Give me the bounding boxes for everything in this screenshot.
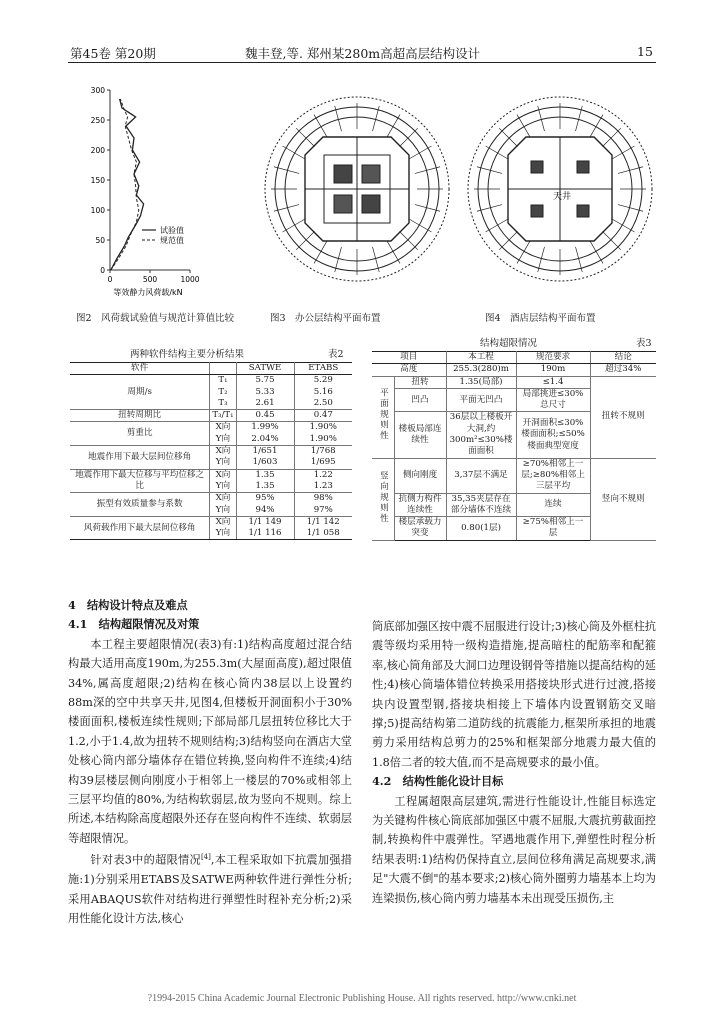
y-tick-label: 0: [100, 266, 105, 275]
t2-group-label: 地震作用下最大层间位移角: [70, 446, 210, 470]
t2-direction: Y向: [210, 481, 236, 493]
t2-direction: T₃/T₁: [210, 410, 236, 422]
t2-direction: X向: [210, 446, 236, 458]
t2-direction: T₁: [210, 375, 236, 387]
t2-direction: Y向: [210, 528, 236, 540]
t3-height-label: 高度: [372, 364, 446, 376]
paragraph-2-start: 针对表3中的超限情况: [90, 854, 201, 868]
t3-cell: ≥70%相邻上一层;≥80%相邻上三层平均: [516, 458, 590, 493]
right-column: [372, 617, 656, 908]
plan-radial-line: [517, 241, 530, 264]
t3-cell: 平面无凹凸: [446, 388, 516, 412]
plan-radial-line: [612, 219, 635, 232]
y-tick-label: 100: [90, 206, 105, 215]
t3-cell: ≥75%相邻上一层: [516, 517, 590, 541]
copyright-footer: ?1994-2015 China Academic Journal Electronic Publishing House. All rights reserved. http://www.cnki.net: [147, 993, 577, 1004]
x-tick-label: 500: [142, 275, 158, 284]
t2-direction: Y向: [210, 505, 236, 517]
plan-radial-line: [590, 115, 603, 138]
t2-value: 2.61: [236, 398, 294, 410]
series-test-line: [111, 99, 144, 270]
plan-radial-line: [387, 115, 400, 138]
plan-radial-line: [399, 231, 417, 249]
t3-header-code: 规范要求: [516, 352, 590, 364]
t3-header-conclusion: 结论: [590, 352, 656, 364]
plan-radial-line: [590, 241, 603, 264]
plan-radial-line: [602, 128, 620, 146]
t2-header-etabs: ETABS: [294, 363, 352, 375]
t2-value: 2.04%: [236, 434, 294, 446]
table2-number: 表2: [328, 349, 344, 360]
table3-number: 表3: [636, 338, 652, 349]
t2-value: 5.75: [236, 375, 294, 387]
t2-direction: X向: [210, 469, 236, 481]
t3-cell: 凹凸: [394, 388, 446, 412]
t2-direction: X向: [210, 516, 236, 528]
plan-radial-line: [399, 128, 417, 146]
t3-cell: 局部挑进≤30%总尺寸: [516, 388, 590, 412]
figure4-caption: 图4 酒店层结构平面布置: [485, 313, 596, 324]
plan-radial-line: [486, 219, 509, 232]
plan-radial-line: [499, 231, 517, 249]
x-tick-label: 1000: [180, 275, 200, 284]
t2-value: 5.29: [313, 375, 333, 386]
t2-value: 1.35: [236, 481, 294, 493]
t2-header-satwe: SATWE: [236, 363, 294, 375]
t2-value: 1.99%: [236, 422, 294, 434]
t2-value: 1/768: [310, 446, 336, 457]
t2-group-label: 扭转周期比: [70, 410, 210, 422]
figure2-caption: 图2 风荷载试验值与规范计算值比较: [76, 313, 235, 324]
plan-radial-line: [612, 146, 635, 159]
y-tick-label: 300: [90, 86, 105, 95]
t3-height-code: 190m: [516, 364, 590, 376]
t2-value: 5.33: [236, 387, 294, 398]
t2-group-label: 剪重比: [70, 422, 210, 446]
y-tick-label: 200: [90, 146, 105, 155]
t2-value: 1/1 116: [236, 528, 294, 540]
plan-radial-line: [387, 241, 400, 264]
plan-radial-line: [314, 115, 327, 138]
t3-cell: 连续: [516, 493, 590, 517]
paragraph-4: 工程属超限高层建筑,需进行性能设计,性能目标选定为关键构件核心筒底部加强区中震不屈服,大震抗剪截面控制,转换构件中震弹性。罕遇地震作用下,弹塑性时程分析结果表明:1)结构仍保持直立,层间位移角满足高规要求,满足"大震不倒"的基本要求;2)核心筒外圈剪力墙基本上均为连梁损伤,核心筒内剪力墙基本未出现受压损伤,主: [372, 794, 656, 905]
t2-group-label: 周期/s: [70, 375, 210, 410]
citation-ref: [4]: [200, 853, 211, 862]
y-tick-label: 250: [90, 116, 105, 125]
section-4-heading: 4 结构设计特点及难点: [68, 598, 188, 612]
plan-radial-line: [283, 219, 306, 232]
t3-cell: 楼板局部连续性: [394, 412, 446, 458]
t2-value: 2.50: [294, 398, 352, 410]
plan-radial-line: [409, 219, 432, 232]
section-4-2-heading: 4.2 结构性能化设计目标: [372, 774, 504, 789]
y-tick-label: 150: [90, 176, 105, 185]
t2-direction: X向: [210, 422, 236, 434]
t2-value: 94%: [236, 505, 294, 517]
t2-direction: T₂: [210, 387, 236, 398]
t3-cell: 开洞面积≤30%楼面面积;≤50%楼面典型宽度: [516, 412, 590, 458]
plan-radial-line: [283, 146, 306, 159]
t2-value: 1/1 058: [294, 528, 352, 540]
t2-value: 98%: [313, 493, 333, 504]
y-tick-label: 50: [95, 236, 105, 245]
plan-radial-line: [296, 128, 314, 146]
t2-direction: Y向: [210, 434, 236, 446]
section-4-1-heading: 4.1 结构超限情况及对策: [68, 617, 200, 632]
plan-radial-line: [602, 231, 620, 249]
plan-radial-line: [499, 128, 517, 146]
table3-title: 结构超限情况: [480, 338, 538, 349]
t3-height-project: 255.3(280)m: [446, 364, 516, 376]
figure3-plan: [262, 77, 452, 302]
legend-test-label: 试验值: [160, 226, 184, 235]
plan-radial-line: [409, 146, 432, 159]
figure2-chart: [70, 80, 230, 305]
t2-value: 1.22: [313, 469, 333, 480]
figure3-caption: 图3 办公层结构平面布置: [270, 313, 381, 324]
table2: [70, 362, 352, 540]
t2-direction: X向: [210, 493, 236, 505]
t2-group-label: 风荷载作用下最大层间位移角: [70, 516, 210, 540]
table2-title: 两种软件结构主要分析结果: [130, 349, 245, 360]
paragraph-1: 本工程主要超限情况(表3)有:1)结构高度超过混合结构最大适用高度190m,为255.3m(大屋面高度),超过限值34%,属高度超限;2)结构在核心筒内38层以上设置约88m深的空中共享天井,见图4,但楼板开洞面积小于30%楼面面积,楼板连续性规则;下部局部几层扭转位移比大于1.2,小于1.4,故为扭转不规则结构;3)结构竖向在酒店大堂处核心筒内部分墙体存在错位转换,竖向构件不连续;4)结构39层楼层侧向刚度小于相邻上一楼层的70%或相邻上三层平均值的80%,为结构软弱层,故为竖向不规则。综上所述,本结构除高度超限外还存在竖向构件不连续、软弱层等超限情况。: [68, 637, 352, 845]
journal-issue: 第45卷 第20期: [70, 46, 156, 61]
plan-radial-line: [486, 146, 509, 159]
t3-cell: 侧向刚度: [394, 458, 446, 493]
running-title: 魏丰登,等. 郑州某280m高超高层结构设计: [245, 46, 481, 61]
t2-direction: T₃: [210, 398, 236, 410]
t3-cell: 楼层承载力突变: [394, 517, 446, 541]
t2-group-label: 振型有效质量参与系数: [70, 493, 210, 517]
t3-cell: 35,35夹层存在部分墙体不连续: [446, 493, 516, 517]
table3: [372, 351, 656, 541]
t2-value: 1/1 142: [306, 516, 340, 527]
t2-group-label: 地震作用下最大位移与平均位移之比: [70, 469, 210, 493]
t3-header-item: 项目: [372, 352, 446, 364]
t2-value: 1.90%: [294, 434, 352, 446]
t3-cell: 3,37层不满足: [446, 458, 516, 493]
t3-height-conclusion: 超过34%: [590, 364, 656, 376]
plan-radial-line: [296, 231, 314, 249]
x-tick-label: 0: [107, 275, 113, 284]
t2-value: 1/603: [236, 457, 294, 469]
paragraph-2-rest: ,本工程采取如下抗震加强措施:1)分别采用ETABS及SATWE两种软件进行弹性分析;采用ABAQUS软件对结构进行弹塑性时程补充分析;2)采用性能化设计方法,核心: [68, 854, 352, 926]
t3-vertical-label: 竖向规则性: [378, 470, 389, 524]
x-axis-label: 等效静力风荷载/kN: [113, 288, 183, 297]
t2-value: 0.47: [294, 410, 352, 422]
legend-code-label: 规范值: [160, 236, 184, 245]
t2-header-software: 软件: [70, 363, 210, 375]
t2-value: 0.45: [236, 410, 294, 422]
t3-cell: 抗侧力构件连续性: [394, 493, 446, 517]
left-column: [68, 596, 352, 929]
page-number: 15: [637, 44, 653, 59]
t2-value: 1.35: [236, 469, 294, 481]
t3-cell: 1.35(局部): [446, 376, 516, 388]
t2-direction: Y向: [210, 457, 236, 469]
t3-cell: ≤1.4: [516, 376, 590, 388]
t2-value: 1/695: [294, 457, 352, 469]
t2-value: 1/1 149: [236, 516, 294, 528]
paragraph-3: 筒底部加强区按中震不屈服进行设计;3)核心筒及外框柱抗震等级均采用特一级构造措施,提高暗柱的配筋率和配箍率,核心筒角部及大洞口边理设钢骨等措施以提高结构的延性;4)核心筒墙体错位转换采用搭接块形式进行过渡,搭接块内设置型钢,搭接块相接上下墙体内设置钢筋交叉暗撑;5)提高结构第二道防线的抗震能力,框架所承担的地震剪力采用结构总剪力的25%和框架部分地震力最大值的1.8倍二者的较大值,而不是高规要求的最小值。: [372, 620, 656, 769]
t3-cell: 36层以上楼板开大洞,约300m²≤30%楼面面积: [446, 412, 516, 458]
t3-vertical-conclusion: 竖向不规则: [590, 458, 656, 540]
t2-value: 1.23: [294, 481, 352, 493]
t3-cell: 扭转: [394, 376, 446, 388]
t2-value: 5.16: [313, 386, 333, 397]
t3-header-project: 本工程: [446, 352, 516, 364]
t2-value: 97%: [294, 505, 352, 517]
t3-plane-label: 平面规则性: [378, 388, 389, 442]
t2-header-blank: [210, 363, 236, 375]
t2-value: 1.90%: [309, 422, 337, 433]
atrium-label: 天井: [553, 192, 572, 202]
plan-radial-line: [517, 115, 530, 138]
t2-value: 95%: [236, 493, 294, 505]
header-rule: [68, 62, 656, 63]
t3-cell: 0.80(1层): [446, 517, 516, 541]
t3-plane-conclusion: 扭转不规则: [590, 376, 656, 458]
plan-radial-line: [314, 241, 327, 264]
paragraph-2: [68, 848, 352, 928]
figure4-plan: [465, 77, 655, 302]
t2-value: 1/651: [236, 446, 294, 458]
